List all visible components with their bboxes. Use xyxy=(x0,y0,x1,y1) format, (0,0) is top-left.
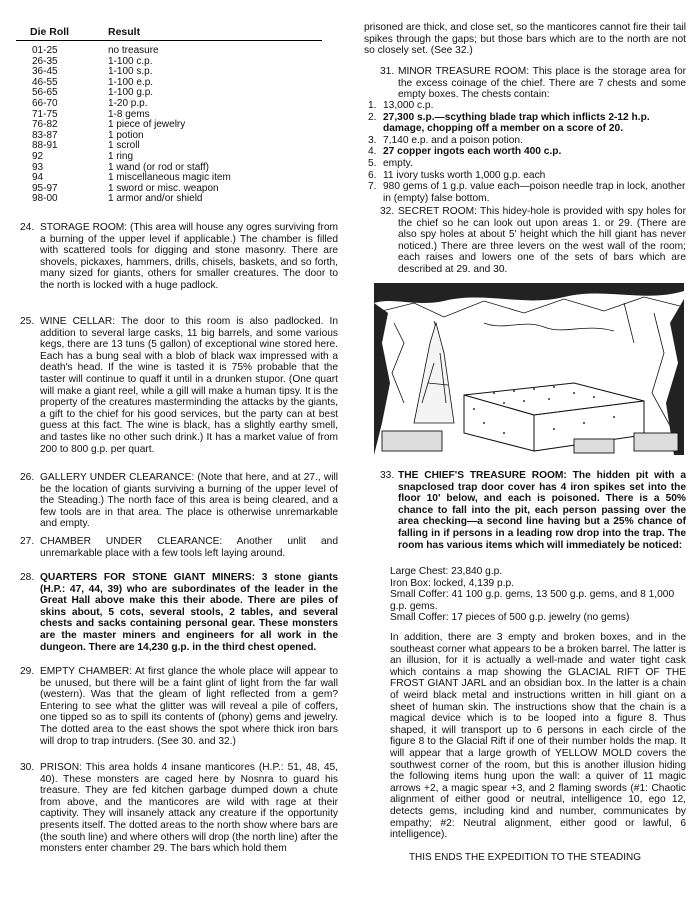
list-text: empty. xyxy=(383,157,413,169)
list-number: 1. xyxy=(368,100,377,111)
die-roll-cell: 76-82 xyxy=(32,119,58,131)
list-item xyxy=(368,181,686,204)
entry-25: 25. WINE CELLAR: The door to this room is also padlocked. In addition to several large casks, 11 big barrels, and some various kegs, there are 13 tuns (5 gallon) of exceptional wine stored here. Each has a bung seal with a blob of black wax impressed with a death's head. If the wine is tasted it is 75% probable that the taster will continue to quaff it until in a drunken stupor. (One quart will make a giant reel, while a gill will make a human tipsy. It is the property of the creatures masterminding the attacks by the giants, a gift to the chief for his good services, but the party can at best guess at this fact. The wine is black, has a slightly earthy smell, and tastes like no other such drink.) It has a market value of from 200 to 800 g.p. per quart. xyxy=(20,316,338,455)
list-number: 5. xyxy=(368,157,377,169)
entry-32-text: SECRET ROOM: This hidey-hole is provided with spy holes for the chief so he can look out upon areas 1. or 29. (There are also spy holes at about 5' height which the hill giant has never noticed.) There are three levers on the west wall of the room; each raises and lowers one of the sets of bars which are described at 29. and 30. xyxy=(398,206,686,275)
entry-30: 30. PRISON: This area holds 4 insane manticores (H.P.: 51, 48, 45, 40). These monsters are caged here by Nosnra to guard his treasure. They are fed kitchen garbage dumped down a chute from above, and the manticores are wild with rage at their captivity. They will insanely attack any creature if the opportunity presents itself. The dotted areas to the north show where bars are (the south line) and where others will drop (the north line) after the monsters enter chamber 29. The bars which hold them xyxy=(20,762,338,855)
entry-30-continued: prisoned are thick, and close set, so the manticores cannot fire their tail spikes through the gaps; but those bars which are to the north are not so closely set. (See 32.) xyxy=(364,22,686,57)
result-cell: 1 wand (or rod or staff) xyxy=(108,161,209,173)
result-cell: 1-100 g.p. xyxy=(108,87,154,99)
table-row xyxy=(16,46,322,57)
list-item xyxy=(368,170,686,182)
list-item xyxy=(368,146,686,158)
table-row xyxy=(16,57,322,68)
ending-line: THIS ENDS THE EXPEDITION TO THE STEADING xyxy=(408,852,642,863)
list-number: 6. xyxy=(368,169,377,181)
die-roll-cell: 88-91 xyxy=(32,140,58,152)
table-row xyxy=(16,67,322,78)
treasure-item: Small Coffer: 17 pieces of 500 g.p. jewelry (no gems) xyxy=(390,612,630,624)
die-roll-cell: 98-00 xyxy=(32,193,58,205)
table-row xyxy=(16,78,322,89)
result-cell: 1-100 e.p. xyxy=(108,76,154,88)
die-roll-cell: 26-35 xyxy=(32,55,58,67)
treasure-table xyxy=(16,46,322,205)
list-number: 2. xyxy=(368,111,377,123)
table-row xyxy=(16,99,322,110)
entry-27-text: CHAMBER UNDER CLEARANCE: Another unlit and unremarkable place with a few tools left laying around. xyxy=(40,536,338,559)
result-cell: 1 scroll xyxy=(108,140,140,152)
list-item xyxy=(368,112,686,135)
result-cell: 1 sword or misc. weapon xyxy=(108,182,219,194)
entry-31-text: MINOR TREASURE ROOM: This place is the storage area for the excess coinage of the chief. There are 7 chests and some empty boxes. The chests contain: xyxy=(398,66,686,101)
table-row xyxy=(16,194,322,205)
treasure-item: Small Coffer: 41 100 g.p. gems, 13 500 g.p. gems, and 8 1,000 g.p. gems. xyxy=(390,589,675,612)
result-cell: 1 miscellaneous magic item xyxy=(108,172,231,184)
die-roll-cell: 83-87 xyxy=(32,129,58,141)
die-roll-cell: 56-65 xyxy=(32,87,58,99)
list-text: 11 ivory tusks worth 1,000 g.p. each xyxy=(383,169,546,181)
entry-30-text: PRISON: This area holds 4 insane manticores (H.P.: 51, 48, 45, 40). These monsters are caged here by Nosnra to guard his treasure. They are fed kitchen garbage dumped down a chute from above, and the manticores are wild with rage at their captivity. They will insanely attack any creature if the opportunity presents itself. The dotted areas to the north show where bars are (the south line) and where others will drop (the north line) after the monsters enter chamber 29. The bars which hold them xyxy=(40,762,338,855)
result-cell: 1-20 p.p. xyxy=(108,97,148,109)
die-roll-cell: 94 xyxy=(32,172,44,184)
die-roll-cell: 92 xyxy=(32,150,44,162)
die-roll-cell: 71-75 xyxy=(32,108,58,120)
table-row xyxy=(16,88,322,99)
result-cell: 1-100 c.p. xyxy=(108,55,153,67)
result-cell: 1-100 s.p. xyxy=(108,66,153,78)
list-item xyxy=(368,158,686,170)
entry-33-text: THE CHIEF'S TREASURE ROOM: The hidden pit with a snapclosed trap door cover has 4 iron spikes set into the floor 10' below, and each is poisoned. There is a 50% chance to fall into the pit, each person passing over the area checking—a second line having but a 25% chance of falling in if persons in a leading row drop into the trap. The room has various items which will immediately be noticed: xyxy=(398,470,686,551)
entry-33-continued: In addition, there are 3 empty and broken boxes, and in the southeast corner what appears to be a broken barrel. The latter is an illusion, for it is actually a well-made and water tight cask which contains a map showing the GLACIAL RIFT OF THE FROST GIANT JARL and an obsidian box. In the latter is a chain of weird black metal and instructions written in hill giant on a sheet of human skin. The instructions show that the chain is a magical device which is to be looped into a figure 8. Thus shaped, it will transport up to 6 persons in each circle of the figure 8 to the Glacial Rift if one of their number holds the map. It will appear that a large growth of YELLOW MOLD covers the southwest corner of the room, but this is another illusion hiding the following items hung upon the wall: a quiver of 11 magic arrows +2, a magic spear +3, and 2 flaming swords (#1: Chaotic alignment of either good or neutral, intelligence 10, ego 12, detects gems, including kind and number, communicates by empathy; #2: Neutral alignment, either good or lawful, 6 intelligence). xyxy=(390,632,686,841)
list-text: 13,000 c.p. xyxy=(383,100,434,111)
entry-28-text: QUARTERS FOR STONE GIANT MINERS: 3 stone giants (H.P.: 47, 44, 39) who are subordinates of the leader in the Great Hall above make this their abode. There are piles of skins about, 5 cots, several stools, 2 tables, and several chests and sacks containing personal gear. These monsters are the master miners and engineers for all work in the dungeon. There are 14,230 g.p. in the third chest opened. xyxy=(40,572,338,653)
table-row xyxy=(16,131,322,142)
entry-32: 32. SECRET ROOM: This hidey-hole is provided with spy holes for the chief so he can look out upon areas 1. or 29. (There are also spy holes at about 5' height which the hill giant has never noticed.) There are three levers on the west wall of the room; each raises and lowers one of the sets of bars which are described at 29. and 30. xyxy=(368,206,686,276)
list-item xyxy=(368,100,686,112)
list-text: 980 gems of 1 g.p. value each—poison needle trap in lock, another in (empty) false bottom. xyxy=(383,181,686,204)
treasure-item: Large Chest: 23,840 g.p. xyxy=(390,566,503,577)
table-row xyxy=(16,152,322,163)
result-cell: 1-8 gems xyxy=(108,108,150,120)
entry-29-text: EMPTY CHAMBER: At first glance the whole place will appear to be unused, but there will be a faint glint of light from the far wall (western). Was that the gleam of light reflected from a gem? Entering to see what the glitter was will reveal a pile of coffers, one tipped so as to spill its contents of (phony) gems and jewelry. The dotted area to the east shows the spot where thick iron bars will drop to trap intruders. (See 30. and 32.) xyxy=(40,666,338,747)
list-text: 7,140 e.p. and a poison potion. xyxy=(383,134,523,146)
die-roll-cell: 46-55 xyxy=(32,76,58,88)
entry-24: 24. STORAGE ROOM: (This area will house any ogres surviving from a burning of the upper level if applicable.) The chamber is filled with scattered tools for digging and stone masonry. There are shovels, pickaxes, hammers, drills, chisels, baskets, and so forth, many sized for giants, others for smaller creatures. The door to the north is locked with a huge padlock. xyxy=(20,222,338,291)
entry-26-text: GALLERY UNDER CLEARANCE: (Note that here, and at 27., will be the location of giants surviving a burning of the upper level of the Steading.) The north face of this area is being cleared, and a few tools are in that area. The place is otherwise unremarkable and empty. xyxy=(40,472,338,530)
treasure-room-illustration xyxy=(374,283,684,455)
entry-26: 26. GALLERY UNDER CLEARANCE: (Note that here, and at 27., will be the location of giants surviving a burning of the upper level of the Steading.) The north face of this area is being cleared, and a few tools are in that area. The place is otherwise unremarkable and empty. xyxy=(20,472,338,530)
treasure-item: Iron Box: locked, 4,139 p.p. xyxy=(390,577,515,589)
chest-list xyxy=(368,100,686,204)
table-row xyxy=(16,141,322,152)
result-cell: 1 armor and/or shield xyxy=(108,193,203,205)
entry-24-text: STORAGE ROOM: (This area will house any ogres surviving from a burning of the upper level if applicable.) The chamber is filled with scattered tools for digging and stone masonry. There are shovels, pickaxes, hammers, drills, chisels, baskets, and so forth, many sized for giants, others for smaller creatures. The door to the north is locked with a huge padlock. xyxy=(40,222,338,291)
treasure-table-header xyxy=(16,26,322,41)
entry-28: 28. QUARTERS FOR STONE GIANT MINERS: 3 stone giants (H.P.: 47, 44, 39) who are subordinates of the leader in the Great Hall above make this their abode. There are piles of skins about, 5 cots, several stools, 2 tables, and several chests and sacks containing personal gear. These monsters are the master miners and engineers for all work in the dungeon. There are 14,230 g.p. in the third chest opened. xyxy=(20,572,338,653)
entry-29: 29. EMPTY CHAMBER: At first glance the whole place will appear to be unused, but there will be a faint glint of light from the far wall (western). Was that the gleam of light reflected from a gem? Entering to see what the glitter was will reveal a pile of coffers, one tipped so as to spill its contents of (phony) gems and jewelry. The dotted area to the east shows the spot where thick iron bars will drop to trap intruders. (See 30. and 32.) xyxy=(20,666,338,747)
list-text: 27,300 s.p.—scything blade trap which inflicts 2-12 h.p. damage, chopping off a member on a score of 20. xyxy=(383,111,650,135)
entry-33: 33. THE CHIEF'S TREASURE ROOM: The hidden pit with a snapclosed trap door cover has 4 iron spikes set into the floor 10' below, and each is poisoned. There is a 50% chance to fall into the pit, each person passing over the area checking—a second line having but a 25% chance of falling in if persons in a leading row drop into the trap. The room has various items which will immediately be noticed: xyxy=(368,470,686,551)
list-number: 7. xyxy=(368,181,377,193)
die-roll-cell: 01-25 xyxy=(32,45,58,56)
die-roll-cell: 66-70 xyxy=(32,97,58,109)
result-header: Result xyxy=(108,26,141,39)
die-roll-cell: 36-45 xyxy=(32,66,58,78)
result-cell: 1 potion xyxy=(108,129,144,141)
list-text: 27 copper ingots each worth 400 c.p. xyxy=(383,146,562,158)
list-number: 4. xyxy=(368,146,377,158)
entry-27: 27. CHAMBER UNDER CLEARANCE: Another unlit and unremarkable place with a few tools left laying around. xyxy=(20,536,338,559)
result-cell: 1 ring xyxy=(108,150,134,162)
entry-25-text: WINE CELLAR: The door to this room is also padlocked. In addition to several large casks, 11 big barrels, and some various kegs, there are 13 tuns (5 gallon) of exceptional wine stored here. Each has a bung seal with a blob of black wax impressed with a death's head. If the wine is tasted it is 75% probable that the taster will continue to quaff it until in a drunken stupor. (One quart will make a giant reel, while a gill will make a human tipsy. It is the property of the creatures masterminding the attacks by the giants, a gift to the chief for his good services, but the party can at best guess at this fact. The wine is black, has a slightly earthy smell, and tastes like no other such drink.) It has a market value of from 200 to 800 g.p. per quart. xyxy=(40,316,338,455)
list-number: 3. xyxy=(368,134,377,146)
result-cell: no treasure xyxy=(108,45,159,56)
entry-31: 31. MINOR TREASURE ROOM: This place is the storage area for the excess coinage of the chief. There are 7 chests and some empty boxes. The chests contain: xyxy=(368,66,686,101)
table-row xyxy=(16,120,322,131)
die-roll-cell: 95-97 xyxy=(32,182,58,194)
list-item xyxy=(368,135,686,147)
treasure-list xyxy=(390,566,690,624)
die-roll-header: Die Roll xyxy=(30,26,70,39)
die-roll-cell: 93 xyxy=(32,161,44,173)
result-cell: 1 piece of jewelry xyxy=(108,119,186,131)
